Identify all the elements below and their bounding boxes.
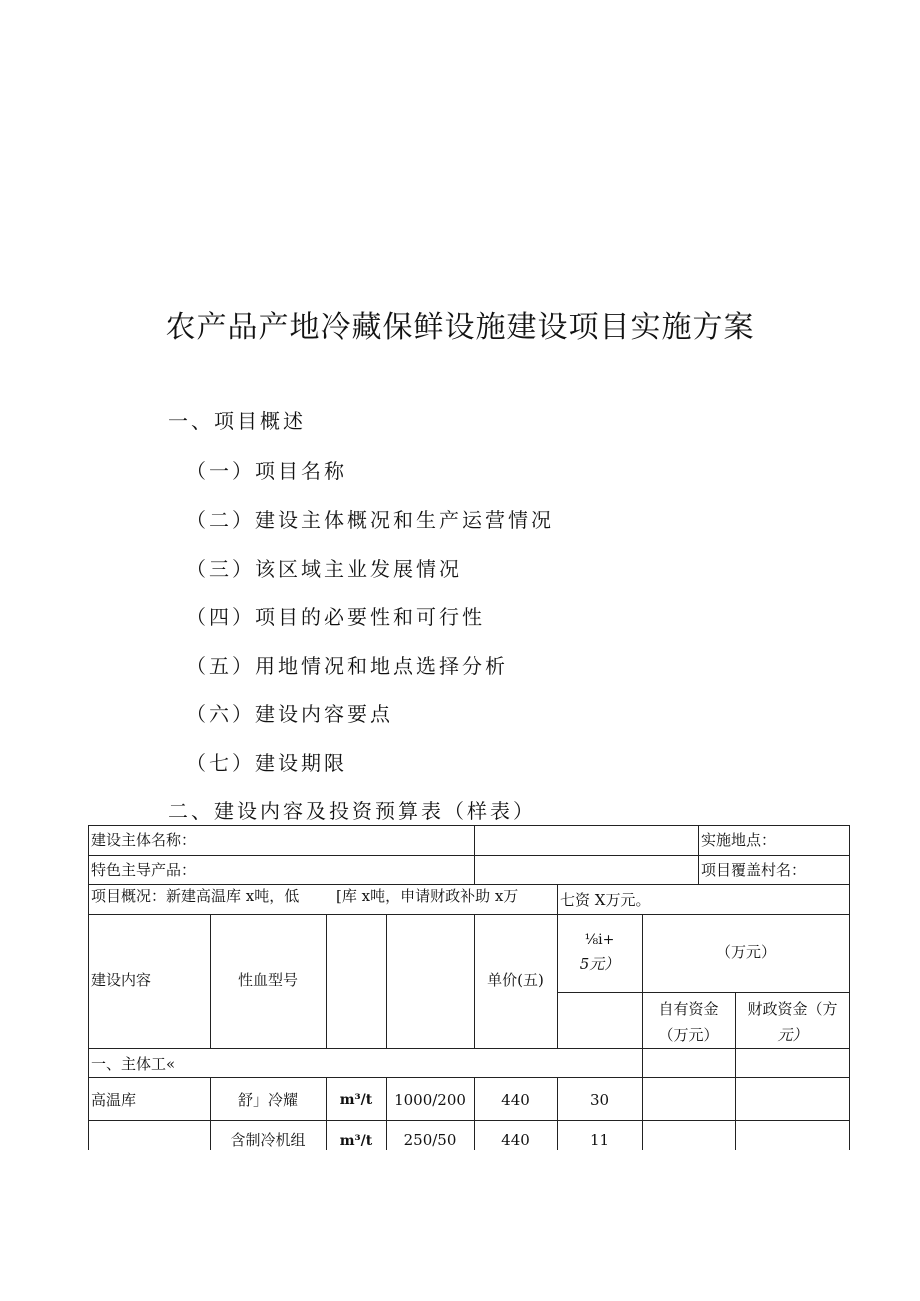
overview-text-right: 七资 X万元。 xyxy=(560,891,651,909)
header-unit-price: 单价(五) xyxy=(487,971,544,989)
document-title: 农产品产地冷藏保鲜设施建设项目实施方案 xyxy=(165,310,755,345)
header-fiscal-funds-line1: 财政资金（方 xyxy=(747,1000,838,1018)
header-content: 建设内容 xyxy=(91,971,152,989)
outline-item: （三）该区域主业发展情况 xyxy=(186,557,462,581)
row-price: 440 xyxy=(501,1091,530,1109)
outline-item: （一）项目名称 xyxy=(186,459,347,483)
outline-item: （七）建设期限 xyxy=(186,751,347,775)
location-label: 实施地点： xyxy=(701,831,777,849)
overview-text-left: 项目概况：新建高温库 x吨，低 xyxy=(91,887,300,905)
row-price: 440 xyxy=(501,1131,530,1149)
overview-text-middle: [库 x吨，申请财政补助 x万 xyxy=(336,887,519,905)
header-own-funds-line1: 自有资金 xyxy=(658,1000,719,1018)
row-total: 30 xyxy=(589,1091,610,1109)
row-content: 高温库 xyxy=(91,1091,137,1109)
villages-label: 项目覆盖村名： xyxy=(701,861,807,879)
header-total-line1: ⅛i+ xyxy=(584,932,615,948)
row-unit: m³/t xyxy=(339,1092,373,1108)
row-capacity: 1000/200 xyxy=(394,1091,466,1109)
section-heading-overview: 一、项目概述 xyxy=(168,409,306,433)
header-wan-yuan: （万元） xyxy=(715,943,776,961)
header-fiscal-funds-line2: 元） xyxy=(777,1026,808,1044)
outline-item: （五）用地情况和地点选择分析 xyxy=(186,654,508,678)
row-model: 含制冷机组 xyxy=(230,1131,306,1149)
header-model: 性血型号 xyxy=(237,971,298,989)
row-unit: m³/t xyxy=(339,1133,373,1149)
row-capacity: 250/50 xyxy=(403,1131,457,1149)
row-model: 舒」冷耀 xyxy=(237,1091,298,1109)
section-heading-budget: 二、建设内容及投资预算表（样表） xyxy=(168,799,536,823)
outline-item: （六）建设内容要点 xyxy=(186,702,393,726)
header-own-funds-line2: （万元） xyxy=(658,1026,719,1044)
entity-name-label: 建设主体名称： xyxy=(91,831,197,849)
product-label: 特色主导产品： xyxy=(91,861,197,879)
budget-table xyxy=(88,825,850,1150)
row-total: 11 xyxy=(589,1131,610,1149)
section-row-main-works: 一、主体工« xyxy=(91,1055,176,1073)
header-total-line2: 5元） xyxy=(579,955,620,973)
outline-item: （二）建设主体概况和生产运营情况 xyxy=(186,508,554,532)
outline-item: （四）项目的必要性和可行性 xyxy=(186,605,485,629)
